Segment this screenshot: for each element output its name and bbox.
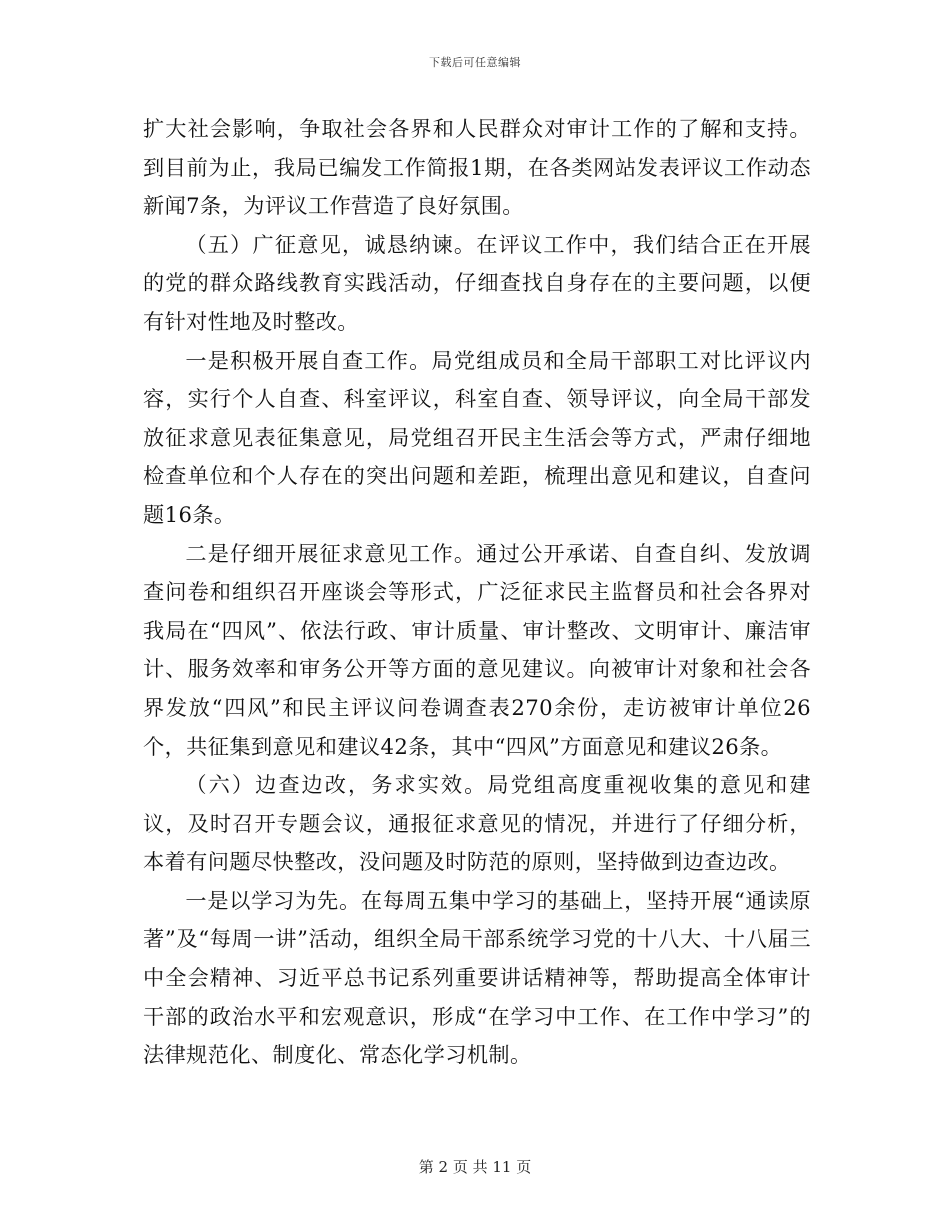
document-body [143, 110, 811, 1075]
paragraph-solicit-opinions: 二是仔细开展征求意见工作。通过公开承诺、自查自纠、发放调查问卷和组织召开座谈会等形式，广泛征求民主监督员和社会各界对我局在“四风”、依法行政、审计质量、审计整改、文明审计、廉洁审计、服务效率和审务公开等方面的意见建议。向被审计对象和社会各界发放“四风”和民主评议问卷调查表270余份，走访被审计单位26个，共征集到意见和建议42条，其中“四风”方面意见和建议26条。 [143, 540, 811, 759]
paragraph-section-six: （六）边查边改，务求实效。局党组高度重视收集的意见和建议，及时召开专题会议，通报征求意见的情况，并进行了仔细分析，本着有问题尽快整改，没问题及时防范的原则，坚持做到边查边改。 [143, 772, 811, 875]
paragraph-study-first: 一是以学习为先。在每周五集中学习的基础上，坚持开展“通读原著”及“每周一讲”活动，组织全局干部系统学习党的十八大、十八届三中全会精神、习近平总书记系列重要讲话精神等，帮助提高全体审计干部的政治水平和宏观意识，形成“在学习中工作、在工作中学习”的法律规范化、制度化、常态化学习机制。 [143, 887, 811, 1068]
paragraph-continuation: 扩大社会影响，争取社会各界和人民群众对审计工作的了解和支持。到目前为止，我局已编发工作简报1期，在各类网站发表评议工作动态新闻7条，为评议工作营造了良好氛围。 [143, 116, 811, 219]
page-number: 第 2 页 共 11 页 [418, 1158, 532, 1176]
paragraph-section-five: （五）广征意见，诚恳纳谏。在评议工作中，我们结合正在开展的党的群众路线教育实践活动，仔细查找自身存在的主要问题，以便有针对性地及时整改。 [143, 231, 811, 334]
paragraph-self-inspection: 一是积极开展自查工作。局党组成员和全局干部职工对比评议内容，实行个人自查、科室评议，科室自查、领导评议，向全局干部发放征求意见表征集意见，局党组召开民主生活会等方式，严肃仔细地检查单位和个人存在的突出问题和差距，梳理出意见和建议，自查问题16条。 [143, 347, 811, 527]
page-header-note: 下载后可任意编辑 [429, 56, 521, 69]
